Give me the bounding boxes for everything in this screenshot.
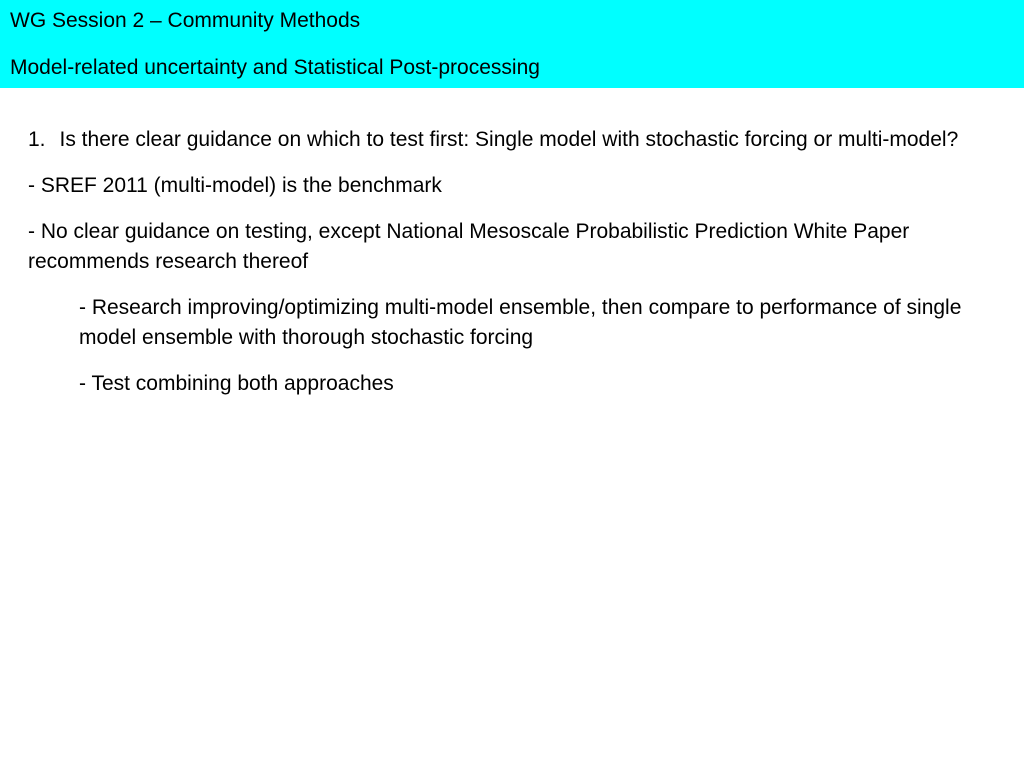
question-paragraph (28, 125, 994, 155)
question-text: Is there clear guidance on which to test first: Single model with stochastic forcing or multi-model? (59, 128, 959, 151)
slide-subtitle: Model-related uncertainty and Statistical Post-processing (10, 56, 540, 79)
sub-point-research-multi-model: - Research improving/optimizing multi-model ensemble, then compare to performance of single model ensemble with thorough stochastic forcing (79, 296, 962, 349)
title-bar (0, 0, 1024, 88)
slide-body (28, 125, 994, 415)
point-no-clear-guidance: - No clear guidance on testing, except National Mesoscale Probabilistic Prediction White Paper recommends research thereof (28, 220, 910, 273)
point-sref-benchmark: - SREF 2011 (multi-model) is the benchmark (28, 174, 442, 197)
sub-point-test-combining: - Test combining both approaches (79, 372, 394, 395)
slide-title: WG Session 2 – Community Methods (10, 9, 361, 32)
question-number: 1. (28, 128, 46, 151)
